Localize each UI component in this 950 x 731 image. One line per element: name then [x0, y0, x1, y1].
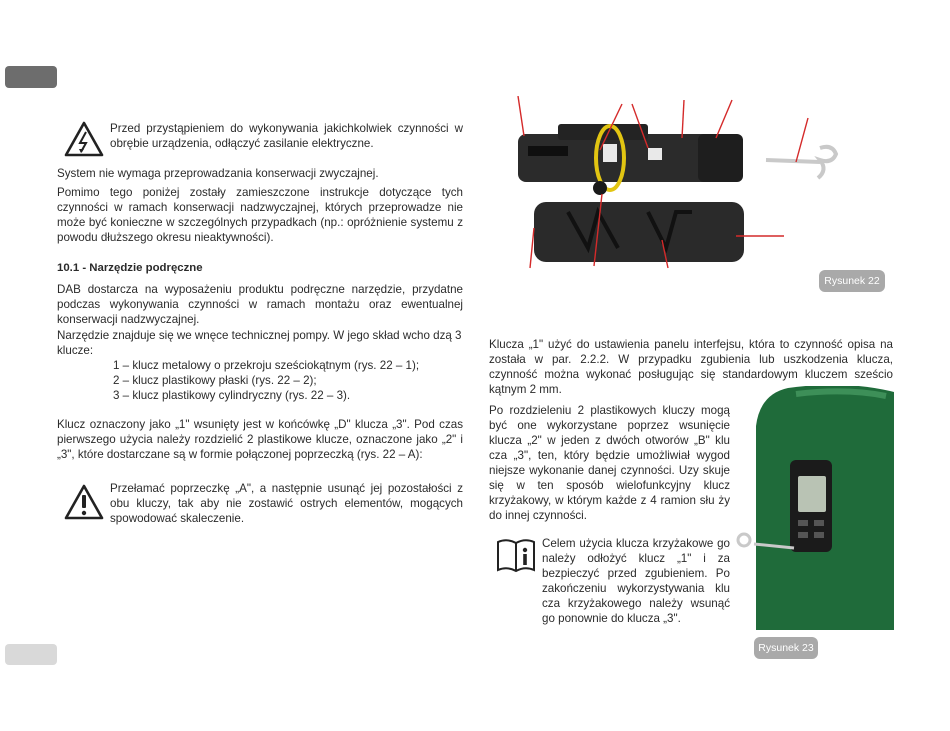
- figure-22-caption: Rysunek 22: [819, 270, 885, 292]
- para-key1-use: Klucza „1" użyć do ustawienia panelu interfejsu, która to czynność opisa na została w par. 2.2.2. W przypadku zgubienia lub uszkodzenia klucza, czynność można wykonać posługując się standardowym kluczem sześcio kątnym 2 mm.: [489, 338, 893, 396]
- display-screen: [798, 476, 826, 512]
- tool-upper-assembly: [518, 124, 743, 195]
- list-item: 3 – klucz plastikowy cylindryczny (rys. 22 – 3).: [113, 389, 351, 402]
- tool-lower-flat-key: [534, 202, 744, 262]
- para-dab: DAB dostarcza na wyposażeniu produktu podręczne narzędzie, przydatne podczas wykonywania czynności w ramach montażu oraz ewentualnej konserwacji nadzwyczajnej.: [57, 283, 463, 326]
- electric-hazard-icon: [64, 121, 104, 157]
- warning-break-bar: Przełamać poprzeczkę „A", a następnie usunąć jej pozostałości z obu kluczy, tak aby nie zostawić ostrych elementów, mogących spowodować skaleczenie.: [110, 482, 463, 525]
- para-tool-location: Narzędzie znajduje się we wnęce technicznej pompy. W jego skład wcho dzą 3 klucze:: [57, 329, 462, 357]
- hex-key-metal: [766, 147, 836, 178]
- list-item: 1 – klucz metalowy o przekroju sześciokątnym (rys. 22 – 1);: [113, 359, 420, 372]
- book-info-icon: [495, 538, 537, 574]
- figure-23-caption: Rysunek 23: [754, 637, 818, 659]
- info-note: Celem użycia klucza krzyżakowe go należy odłożyć klucz „1" i za bezpieczyć przed zgubieniem. Po zakończeniu wykorzystywania klu cza krzyżakowego należy wsunąć go ponownie do klucza „3".: [542, 537, 730, 625]
- figure-23-pump: [736, 386, 894, 630]
- para-no-maintenance: System nie wymaga przeprowadzania konserwacji zwyczajnej.: [57, 167, 379, 180]
- page-tab-bottom: [5, 644, 57, 665]
- keys-list: [57, 358, 463, 403]
- chapter-tab-top: [5, 66, 57, 88]
- para-instructions: Pomimo tego poniżej zostały zamieszczone instrukcje dotyczące tych czynności w ramach konserwacji nadzwyczajnej, których przeprowadze nie może być konieczne w szczególnych przypadkach (np.: opróżnienie systemu z powodu dłuższego okresu nieaktywności).: [57, 186, 463, 244]
- figure-22-tools: [498, 96, 888, 276]
- section-heading: 10.1 - Narzędzie podręczne: [57, 262, 203, 274]
- warning-icon: [64, 484, 104, 520]
- para-split-keys: Po rozdzieleniu 2 plastikowych kluczy mogą być one wykorzystane poprzez wsunięcie klucza „2" w jeden z dwóch otworów „B" klu cza „3", ten, który będzie umożliwiał wygod niejsze wykonanie danej czynności. Uzy skuje się w ten sposób wielofunkcyjny klucz krzyżakowy, w którym każde z 4 ramion słu ży do innej czynności.: [489, 404, 730, 522]
- para-key1: Klucz oznaczony jako „1" wsunięty jest w końcówkę „D" klucza „3". Pod czas pierwszego użycia należy rozdzielić 2 plastikowe klucze, oznaczone jako „2" i „3", które dostarczane są w formie połączonej poprzeczką (rys. 22 – A):: [57, 418, 463, 461]
- list-item: 2 – klucz plastikowy płaski (rys. 22 – 2);: [113, 374, 317, 387]
- warning-power-off: Przed przystąpieniem do wykonywania jakichkolwiek czynności w obrębie urządzenia, odłączyć zasilanie elektryczne.: [110, 122, 463, 150]
